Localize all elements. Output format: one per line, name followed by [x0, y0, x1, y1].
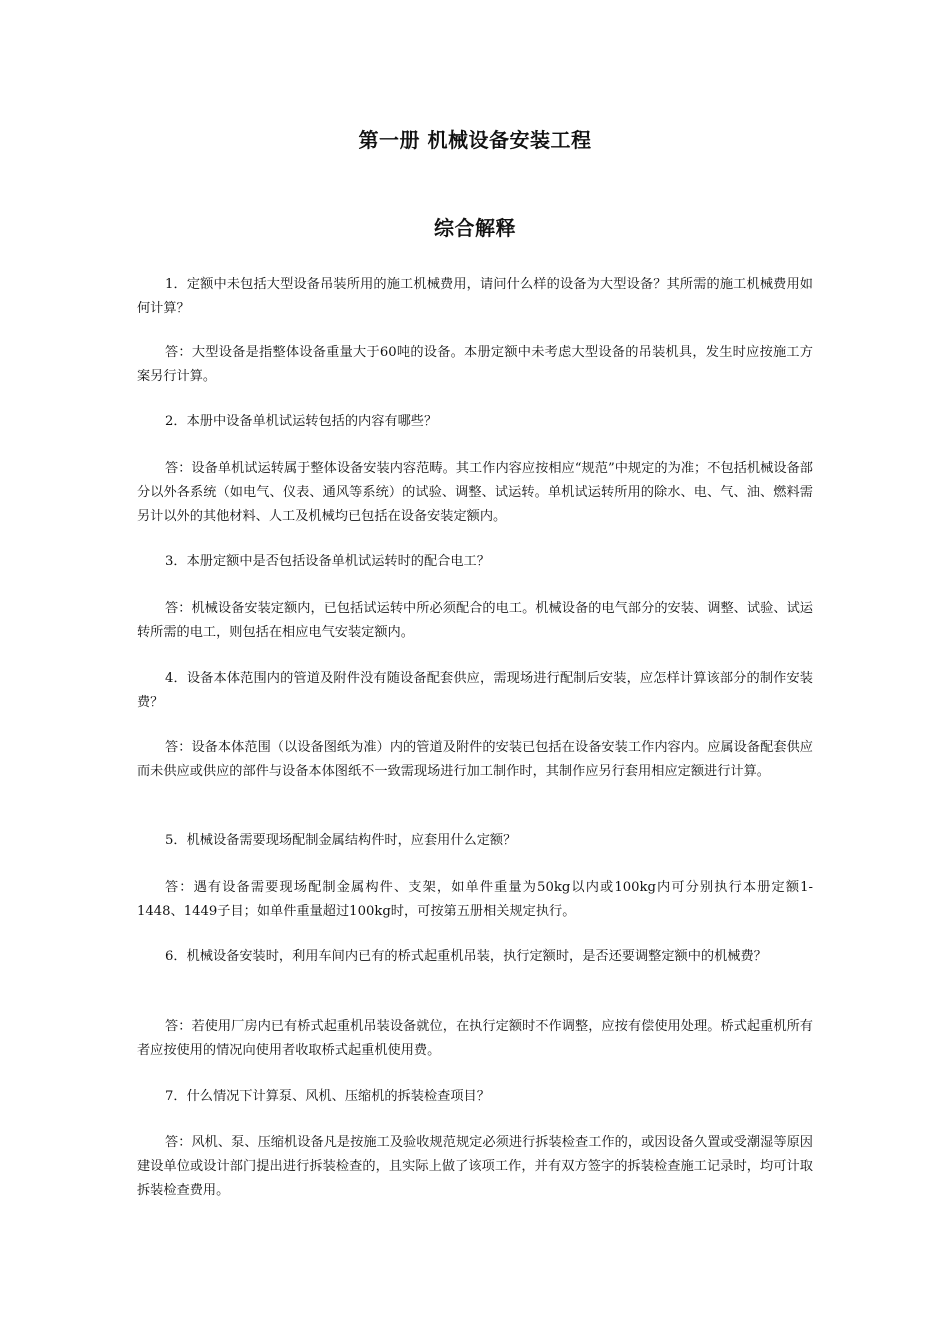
page-title: 第一册 机械设备安装工程 [358, 128, 592, 152]
question-6: 6．机械设备安装时，利用车间内已有的桥式起重机吊装，执行定额时，是否还要调整定额中的机械费？ [165, 949, 767, 964]
question-7: 7．什么情况下计算泵、风机、压缩机的拆装检查项目？ [165, 1089, 490, 1104]
question-2: 2．本册中设备单机试运转包括的内容有哪些？ [165, 414, 438, 429]
answer-6: 答：若使用厂房内已有桥式起重机吊装设备就位，在执行定额时不作调整，应按有偿使用处理。桥式起重机所有者应按使用的情况向使用者收取桥式起重机使用费。 [137, 1019, 813, 1058]
answer-7: 答：风机、泵、压缩机设备凡是按施工及验收规范规定必须进行拆装检查工作的，或因设备久置或受潮湿等原因建设单位或设计部门提出进行拆装检查的，且实际上做了该项工作，并有双方签字的拆装检查施工记录时，均可计取拆装检查费用。 [137, 1135, 813, 1198]
answer-5: 答：遇有设备需要现场配制金属构件、支架，如单件重量为50kg以内或100kg内可分别执行本册定额1-1448、1449子目；如单件重量超过100kg时，可按第五册相关规定执行。 [137, 880, 813, 919]
answer-4: 答：设备本体范围（以设备图纸为准）内的管道及附件的安装已包括在设备安装工作内容内。应属设备配套供应而未供应或供应的部件与设备本体图纸不一致需现场进行加工制作时，其制作应另行套用相应定额进行计算。 [137, 740, 813, 779]
question-1: 1．定额中未包括大型设备吊装所用的施工机械费用，请问什么样的设备为大型设备？其所需的施工机械费用如何计算？ [137, 277, 813, 316]
answer-3: 答：机械设备安装定额内，已包括试运转中所必须配合的电工。机械设备的电气部分的安装、调整、试验、试运转所需的电工，则包括在相应电气安装定额内。 [137, 601, 813, 640]
section-title: 综合解释 [434, 216, 516, 240]
answer-1: 答：大型设备是指整体设备重量大于60吨的设备。本册定额中未考虑大型设备的吊装机具，发生时应按施工方案另行计算。 [137, 345, 813, 384]
question-3: 3．本册定额中是否包括设备单机试运转时的配合电工？ [165, 554, 490, 569]
question-5: 5．机械设备需要现场配制金属结构件时，应套用什么定额？ [165, 833, 517, 848]
question-4: 4．设备本体范围内的管道及附件没有随设备配套供应，需现场进行配制后安装，应怎样计算该部分的制作安装费？ [137, 671, 813, 710]
answer-2: 答：设备单机试运转属于整体设备安装内容范畴。其工作内容应按相应“规范”中规定的为准；不包括机械设备部分以外各系统（如电气、仪表、通风等系统）的试验、调整、试运转。单机试运转所用的除水、电、气、油、燃料需另计以外的其他材料、人工及机械均已包括在设备安装定额内。 [137, 461, 813, 524]
